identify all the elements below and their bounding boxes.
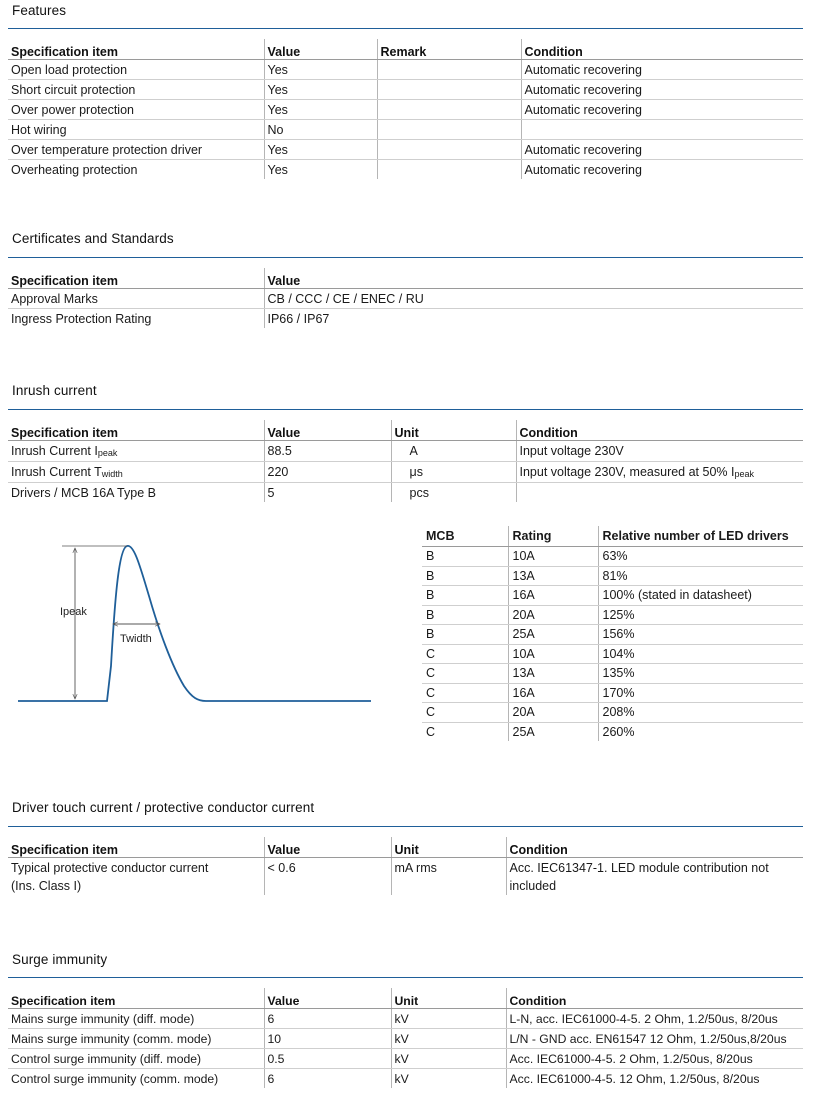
section-rule (8, 977, 803, 978)
column-header: Value (264, 837, 391, 858)
table-cell: 156% (598, 625, 803, 645)
table-row (8, 140, 803, 160)
table-header-row (8, 39, 803, 60)
column-header: Specification item (8, 988, 264, 1009)
table-cell: 13A (508, 664, 598, 684)
table-row (8, 858, 803, 896)
table-row (422, 644, 803, 664)
table-cell (377, 80, 521, 100)
table-cell: < 0.6 (264, 858, 391, 896)
table-row (8, 60, 803, 80)
table-cell: Control surge immunity (comm. mode) (11, 1072, 219, 1086)
inrush-waveform-diagram (14, 536, 376, 708)
section-rule (8, 409, 803, 410)
table-row (8, 289, 803, 309)
table-cell: 10 (264, 1029, 391, 1049)
table-header-row (8, 268, 803, 289)
subscript: peak (97, 448, 118, 458)
table-cell: 100% (stated in datasheet) (598, 586, 803, 606)
table-row (8, 120, 803, 140)
table-cell: 6 (264, 1069, 391, 1089)
table-cell: 20A (508, 605, 598, 625)
section-title-inrush: Inrush current (12, 383, 97, 398)
cell-text: Input voltage 230V, measured at 50% I (519, 465, 735, 479)
subscript: width (101, 469, 123, 479)
subscript: peak (734, 469, 754, 479)
table-cell: 25A (508, 722, 598, 741)
table-cell: Automatic recovering (521, 100, 803, 120)
column-header: Specification item (8, 420, 264, 441)
table-cell: Control surge immunity (diff. mode) (8, 1049, 264, 1069)
table-cell: Open load protection (8, 60, 264, 80)
table-row (8, 309, 803, 329)
table-row (8, 441, 803, 462)
cell-text: Inrush Current T (11, 465, 102, 479)
table-cell (521, 120, 803, 140)
table-cell: 135% (598, 664, 803, 684)
table-cell: Short circuit protection (8, 80, 264, 100)
column-header: Value (264, 420, 391, 441)
column-header: Value (264, 268, 803, 289)
table-cell (377, 100, 521, 120)
table-cell: 88.5 (264, 441, 391, 462)
table-cell: 0.5 (264, 1049, 391, 1069)
column-header: Condition (516, 420, 803, 441)
column-header: Specification item (8, 39, 264, 60)
section-title-features: Features (12, 3, 67, 18)
table-cell: kV (391, 1069, 506, 1089)
table-cell: 63% (598, 547, 803, 567)
table-row (422, 566, 803, 586)
table-cell: C (422, 644, 508, 664)
table-cell: 260% (598, 722, 803, 741)
table-cell (8, 462, 264, 483)
table-row (8, 462, 803, 483)
table-cell: Automatic recovering (521, 80, 803, 100)
table-row (8, 160, 803, 180)
table-cell: A (391, 441, 516, 462)
column-header: MCB (422, 526, 508, 547)
table-cell: B (422, 547, 508, 567)
table-cell: 25A (508, 625, 598, 645)
column-header: Value (264, 988, 391, 1009)
table-cell: B (422, 586, 508, 606)
table-cell: Automatic recovering (521, 140, 803, 160)
table-cell: Ingress Protection Rating (11, 312, 152, 326)
table-cell: Acc. IEC61347-1. LED module contribution not included (506, 858, 803, 896)
table-cell: Automatic recovering (521, 60, 803, 80)
table-cell (377, 60, 521, 80)
section-rule (8, 28, 803, 29)
table-cell: Yes (264, 140, 377, 160)
table-cell: Yes (264, 100, 377, 120)
table-cell: Yes (264, 160, 377, 180)
table-cell: Yes (264, 60, 377, 80)
table-cell (516, 483, 803, 503)
table-cell: 170% (598, 683, 803, 703)
table-cell (8, 441, 264, 462)
twidth-label: Twidth (120, 633, 152, 645)
table-cell (377, 140, 521, 160)
table-cell: L-N, acc. IEC61000-4-5. 2 Ohm, 1.2/50us, 8/20us (506, 1009, 803, 1029)
table-cell: 10A (508, 547, 598, 567)
column-header: Unit (391, 837, 506, 858)
table-cell: Hot wiring (8, 120, 264, 140)
table-cell: mA rms (391, 858, 506, 896)
table-row (8, 1029, 803, 1049)
table-cell: kV (391, 1009, 506, 1029)
table-cell: Typical protective conductor current (Ins. Class I) (11, 861, 209, 893)
table-header-row (422, 526, 803, 547)
column-header: Condition (521, 39, 803, 60)
table-row (422, 664, 803, 684)
section-title-surge: Surge immunity (12, 952, 108, 967)
table-row (8, 1009, 803, 1029)
table-cell: kV (391, 1029, 506, 1049)
table-cell (516, 441, 803, 462)
table-cell: 104% (598, 644, 803, 664)
table-header-row (8, 420, 803, 441)
table-cell: 10A (508, 644, 598, 664)
table-row (8, 100, 803, 120)
surge-table (8, 988, 803, 1088)
certificates-table (8, 268, 803, 328)
column-header: Specification item (8, 268, 264, 289)
table-cell: Overheating protection (11, 163, 138, 177)
table-cell: Over temperature protection driver (8, 140, 264, 160)
table-cell: Drivers / MCB 16A Type B (11, 486, 156, 500)
table-row (8, 1049, 803, 1069)
table-cell: Acc. IEC61000-4-5. 12 Ohm, 1.2/50us, 8/20us (506, 1069, 803, 1089)
table-row (422, 586, 803, 606)
table-cell (377, 120, 521, 140)
column-header: Unit (391, 988, 506, 1009)
table-cell: C (422, 683, 508, 703)
column-header: Value (264, 39, 377, 60)
table-row (422, 703, 803, 723)
column-header: Relative number of LED drivers (598, 526, 803, 547)
table-cell: C (422, 664, 508, 684)
column-header: Specification item (8, 837, 264, 858)
table-cell: 13A (508, 566, 598, 586)
table-row (8, 80, 803, 100)
column-header: Remark (377, 39, 521, 60)
table-cell: Approval Marks (8, 289, 264, 309)
table-cell: kV (391, 1049, 506, 1069)
table-row (422, 625, 803, 645)
table-cell: No (264, 120, 377, 140)
table-cell: C (422, 703, 508, 723)
cell-text: Inrush Current I (11, 444, 98, 458)
ipeak-label: Ipeak (60, 606, 87, 618)
table-cell: 16A (508, 586, 598, 606)
section-title-touch-current: Driver touch current / protective conductor current (12, 800, 315, 815)
column-header: Condition (506, 988, 803, 1009)
table-cell: C (426, 724, 436, 739)
cell-text: Input voltage 230V (519, 444, 624, 458)
table-cell: B (422, 566, 508, 586)
touch-current-table (8, 837, 803, 895)
table-header-row (8, 988, 803, 1009)
table-cell: 125% (598, 605, 803, 625)
inrush-table (8, 420, 803, 502)
table-row (422, 605, 803, 625)
table-cell: B (422, 605, 508, 625)
section-rule (8, 257, 803, 258)
section-title-certificates: Certificates and Standards (12, 231, 174, 246)
table-cell: 5 (264, 483, 391, 503)
section-rule (8, 826, 803, 827)
table-cell: 208% (598, 703, 803, 723)
mcb-table (422, 526, 803, 741)
table-cell: Automatic recovering (521, 160, 803, 180)
table-cell (516, 462, 803, 483)
table-cell: CB / CCC / CE / ENEC / RU (264, 289, 803, 309)
table-cell: Mains surge immunity (diff. mode) (8, 1009, 264, 1029)
table-cell: Acc. IEC61000-4-5. 2 Ohm, 1.2/50us, 8/20us (506, 1049, 803, 1069)
features-table (8, 39, 803, 179)
table-row (422, 683, 803, 703)
table-cell: 220 (264, 462, 391, 483)
table-cell: 6 (264, 1009, 391, 1029)
table-header-row (8, 837, 803, 858)
table-cell: IP66 / IP67 (264, 309, 803, 329)
table-cell: μs (391, 462, 516, 483)
table-cell: Over power protection (8, 100, 264, 120)
column-header: Unit (391, 420, 516, 441)
table-cell: L/N - GND acc. EN61547 12 Ohm, 1.2/50us,8/20us (506, 1029, 803, 1049)
table-cell (377, 160, 521, 180)
table-cell: B (422, 625, 508, 645)
table-cell: pcs (391, 483, 516, 503)
table-row (422, 722, 803, 741)
column-header: Condition (506, 837, 803, 858)
table-cell: Yes (264, 80, 377, 100)
table-row (8, 483, 803, 503)
table-cell: 16A (508, 683, 598, 703)
table-row (8, 1069, 803, 1089)
table-cell: 20A (508, 703, 598, 723)
table-cell: Mains surge immunity (comm. mode) (8, 1029, 264, 1049)
column-header: Rating (508, 526, 598, 547)
table-cell: 81% (598, 566, 803, 586)
waveform-curve (18, 546, 371, 701)
table-row (422, 547, 803, 567)
